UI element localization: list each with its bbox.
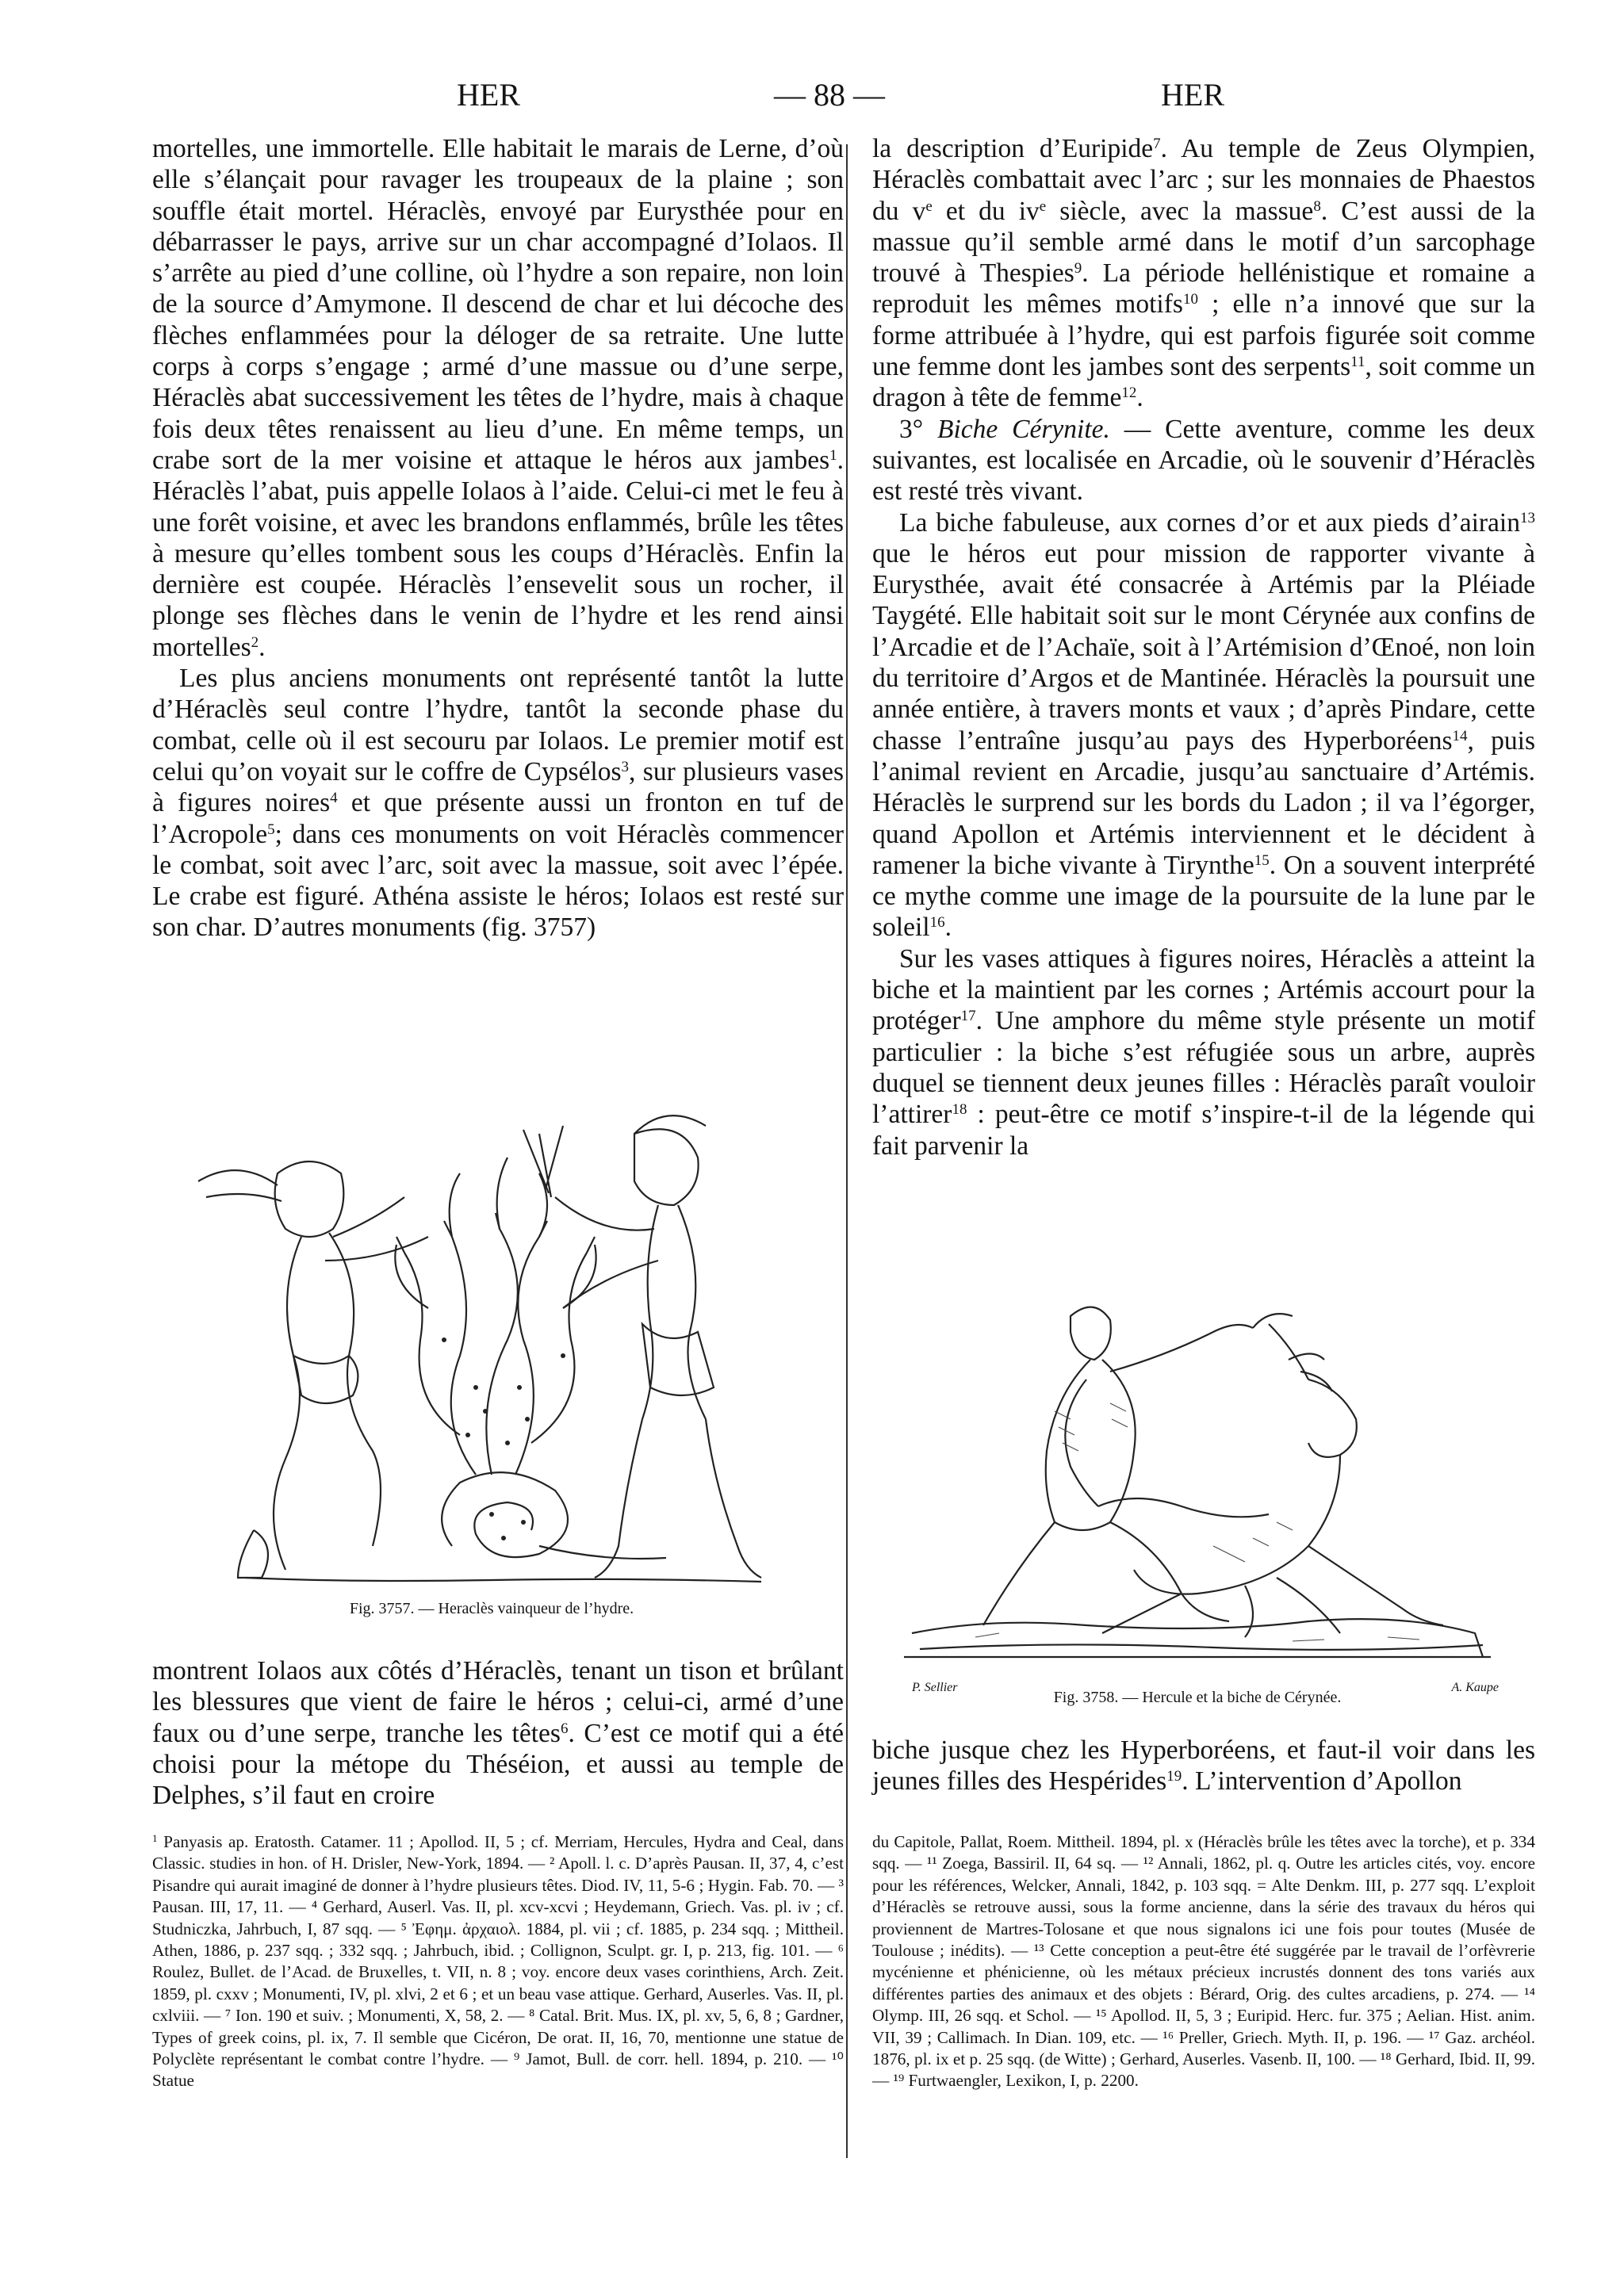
right-column-text-top xyxy=(872,133,1535,1161)
running-head xyxy=(0,76,1624,124)
paragraph: la description d’Euripide$^7$. Au temple de Zeus Olympien, Héraclès combattait avec l’arc ; sur les monnaies de Phaestos du $v^e$ et du $iv^e$ siècle, avec la massue$^8$. C’est aussi de la massue qu’il semble armé dans le motif d’un sarcophage trouvé à Thespies$^9$. La période hellénistique et romaine a reproduit les mêmes motifs$^{10}$ ; elle n’a innové que sur la forme attribuée à l’hydre, qui est parfois figurée soit comme une femme dont les jambes sont des serpents$^{11}$, soit comme un dragon à tête de femme$^{12}$. xyxy=(872,134,1536,413)
running-head-right: HER xyxy=(1161,77,1224,113)
paragraph: mortelles, une immortelle. Elle habitait le marais de Lerne, d’où elle s’élançait pour ravager les troupeaux de la plaine ; son souffle était mortel. Héraclès, envoyé par Eurysthée pour en débarrasser le pays, arrive sur un char accompagné d’Iolaos. Il s’arrête au pied d’une colline, où l’hydre a son repaire, non loin de la source d’Amymone. Il descend de char et lui décoche des flèches enflammées pour la déloger de sa retraite. Une lutte corps à corps s’engage ; armé d’une massue ou d’une serpe, Héraclès abat successivement les têtes de l’hydre, mais à chaque fois deux têtes renaissent au lieu d’une. En même temps, un crabe sort de la mer voisine et attaque le héros aux jambes$^1$. Héraclès l’abat, puis appelle Iolaos à l’aide. Celui-ci met le feu à une forêt voisine, et avec les brandons enflammés, brûle les têtes à mesure qu’elles tombent sous les coups d’Héraclès. Enfin la dernière est coupée. Héraclès l’ensevelit sous un rocher, il plonge ses flèches dans le venin de l’hydre et les rend ainsi mortelles$^2$. xyxy=(152,134,844,662)
footnotes-left xyxy=(152,1831,844,2092)
footnotes-right xyxy=(872,1831,1535,2092)
figure-caption: Fig. 3757. — Heraclès vainqueur de l’hydre. xyxy=(349,1600,634,1617)
figure-hercules-hind xyxy=(896,1284,1499,1712)
paragraph: Sur les vases attiques à figures noires, Héraclès a atteint la biche et la maintient par les cornes ; Artémis accourt pour la protéger$^{17}$. Une amphore du même style présente un motif particulier : la biche s’est réfugiée sous un arbre, auprès duquel se tiennent deux jeunes filles : Héraclès paraît vouloir l’attirer$^{18}$ : peut-être ce motif s’inspire-t-il de la légende qui fait parvenir la xyxy=(872,943,1535,1161)
engraver-signature-right: A. Kaupe xyxy=(1451,1681,1499,1694)
footnote-block: $^1$ Panyasis ap. Eratosth. Catamer. 11 ; Apollod. II, 5 ; cf. Merriam, Hercules, Hydra and Ceal, dans Classic. studies in hon. of H. Drisler, New-York, 1894. — ² Apoll. l. c. D’après Pausan. II, 37, 4, c’est Pisandre qui aurait imaginé de donner à l’hydre plusieurs têtes. Diod. IV, 11, 5-6 ; Hygin. Fab. 70. — ³ Pausan. III, 17, 11. — ⁴ Gerhard, Auserl. Vas. II, pl. xcv-xcvi ; Heydemann, Griech. Vas. pl. iv ; cf. Studniczka, Jahrbuch, I, 87 sqq. — ⁵ Ἐφημ. ἀρχαιολ. 1884, pl. vii ; cf. 1885, p. 234 sqq. ; Mittheil. Athen, 1886, p. 237 sqq. ; 332 sqq. ; Jahrbuch, ibid. ; Collignon, Sculpt. gr. I, p. 213, fig. 101. — ⁶ Roulez, Bullet. de l’Acad. de Bruxelles, t. VII, n. 8 ; voy. encore deux vases corinthiens, Arch. Zeit. 1859, pl. cxxv ; Monumenti, IV, pl. xlvi, 2 et 6 ; et un beau vase attique. Gerhard, Auserles. Vas. II, pl. cxlviii. — ⁷ Ion. 190 et suiv. ; Monumenti, X, 58, 2. — ⁸ Catal. Brit. Mus. IX, pl. xv, 5, 6, 8 ; Gardner, Types of greek coins, pl. ix, 7. Il semble que Cicéron, De orat. II, 16, 70, mentionne une statue de Polyclète représentant le combat contre l’hydre. — ⁹ Jamot, Bull. de corr. hell. 1894, p. 210. — ¹⁰ Statue xyxy=(152,1832,845,2091)
paragraph: La biche fabuleuse, aux cornes d’or et aux pieds d’airain$^{13}$ que le héros eut pour mission de rapporter vivante à Eurysthée, avait été consacrée à Artémis par la Pléiade Taygété. Elle habitait soit sur le mont Cérynée aux confins de l’Arcadie et de l’Achaïe, soit à l’Artémision d’Œnoé, non loin du territoire d’Argos et de Mantinée. Héraclès la poursuit une année entière, à travers monts et vaux ; d’après Pindare, cette chasse l’entraîne jusqu’au pays des Hyperboréens$^{14}$, puis l’animal revient en Arcadie, jusqu’au sanctuaire d’Artémis. Héraclès le surprend sur les bords du Ladon ; il va l’égorger, quand Apollon et Artémis interviennent et le décident à ramener la biche vivante à Tirynthe$^{15}$. On a souvent interprété ce mythe comme une image de la poursuite de la lune par le soleil$^{16}$. xyxy=(872,507,1535,943)
footnote-block: du Capitole, Pallat, Roem. Mittheil. 1894, pl. x (Héraclès brûle les têtes avec la torche), et p. 334 sqq. — ¹¹ Zoega, Bassiril. II, 64 sq. — ¹² Annali, 1862, pl. q. Outre les articles cités, voy. encore pour les références, Welcker, Annali, 1842, p. 103 sqq. = Alte Denkm. III, p. 277 sqq. L’exploit d’Héraclès se retrouve aussi, sous la forme ancienne, dans la série des travaux du héros qui proviennent de Martres-Tolosane et que nous signalons ici une fois pour toutes (Musée de Toulouse ; inédits). — ¹³ Cette conception a peut-être été suggérée par le travail de l’orfèvrerie mycénienne et phénicienne, où les métaux précieux incrustés donnent des tons variés aux différentes parties des animaux et des objets : Bérard, Orig. des cultes arcadiens, p. 274. — ¹⁴ Olymp. III, 26 sqq. et Schol. — ¹⁵ Apollod. II, 5, 3 ; Euripid. Herc. fur. 375 ; Aelian. Hist. anim. VII, 39 ; Callimach. In Dian. 109, etc. — ¹⁶ Preller, Griech. Myth. II, p. 196. — ¹⁷ Gaz. archéol. 1876, pl. ix et p. 25 sqq. (de Witte) ; Gerhard, Auserles. Vasenb. II, 100. — ¹⁸ Gerhard, Ibid. II, 99. — ¹⁹ Furtwaengler, Lexikon, I, p. 2200. xyxy=(872,1832,1535,2091)
paragraph: biche jusque chez les Hyperboréens, et faut-il voir dans les jeunes filles des Hespérides$^{19}$. L’intervention d’Apollon xyxy=(872,1735,1535,1797)
paragraph: Les plus anciens monuments ont représenté tantôt la lutte d’Héraclès seul contre l’hydre, tantôt la seconde phase du combat, celle où il est secouru par Iolaos. Le premier motif est celui qu’on voyait sur le coffre de Cypsélos$^3$, sur plusieurs vases à figures noires$^4$ et que présente aussi un fronton en tuf de l’Acropole$^5$; dans ces monuments on voit Héraclès commencer le combat, soit avec l’arc, soit avec la massue, soit avec l’épée. Le crabe est figuré. Athéna assiste le héros; Iolaos est resté sur son char. D’autres monuments (fig. 3757) xyxy=(152,664,844,943)
figure-caption: Fig. 3758. — Hercule et la biche de Cérynée. xyxy=(1053,1689,1342,1706)
left-column-text-top xyxy=(152,133,844,943)
paragraph: montrent Iolaos aux côtés d’Héraclès, tenant un tison et brûlant les blessures que vient de faire le héros ; celui-ci, armé d’une faux ou d’une serpe, tranche les têtes$^6$. C’est ce motif qui a été choisi pour la métope du Théséion, et aussi au temple de Delphes, s’il faut en croire xyxy=(152,1656,844,1811)
right-column-text-bottom xyxy=(872,1735,1535,1797)
column-divider xyxy=(846,144,848,2158)
section-biche-cerynite: 3° Biche Cérynite. — Cette aventure, comme les deux suivantes, est localisée en Arcadie, où le souvenir d’Héraclès est resté très vivant. xyxy=(872,414,1535,507)
engraver-signature-left: P. Sellier xyxy=(912,1681,958,1694)
page-number: — 88 — xyxy=(774,77,885,113)
figure-heracles-hydra xyxy=(190,1102,793,1617)
heracles-hydra-illustration xyxy=(190,1102,793,1594)
hercules-hind-illustration xyxy=(896,1284,1499,1681)
running-head-left: HER xyxy=(457,77,520,113)
left-column-text-bottom xyxy=(152,1655,844,1811)
